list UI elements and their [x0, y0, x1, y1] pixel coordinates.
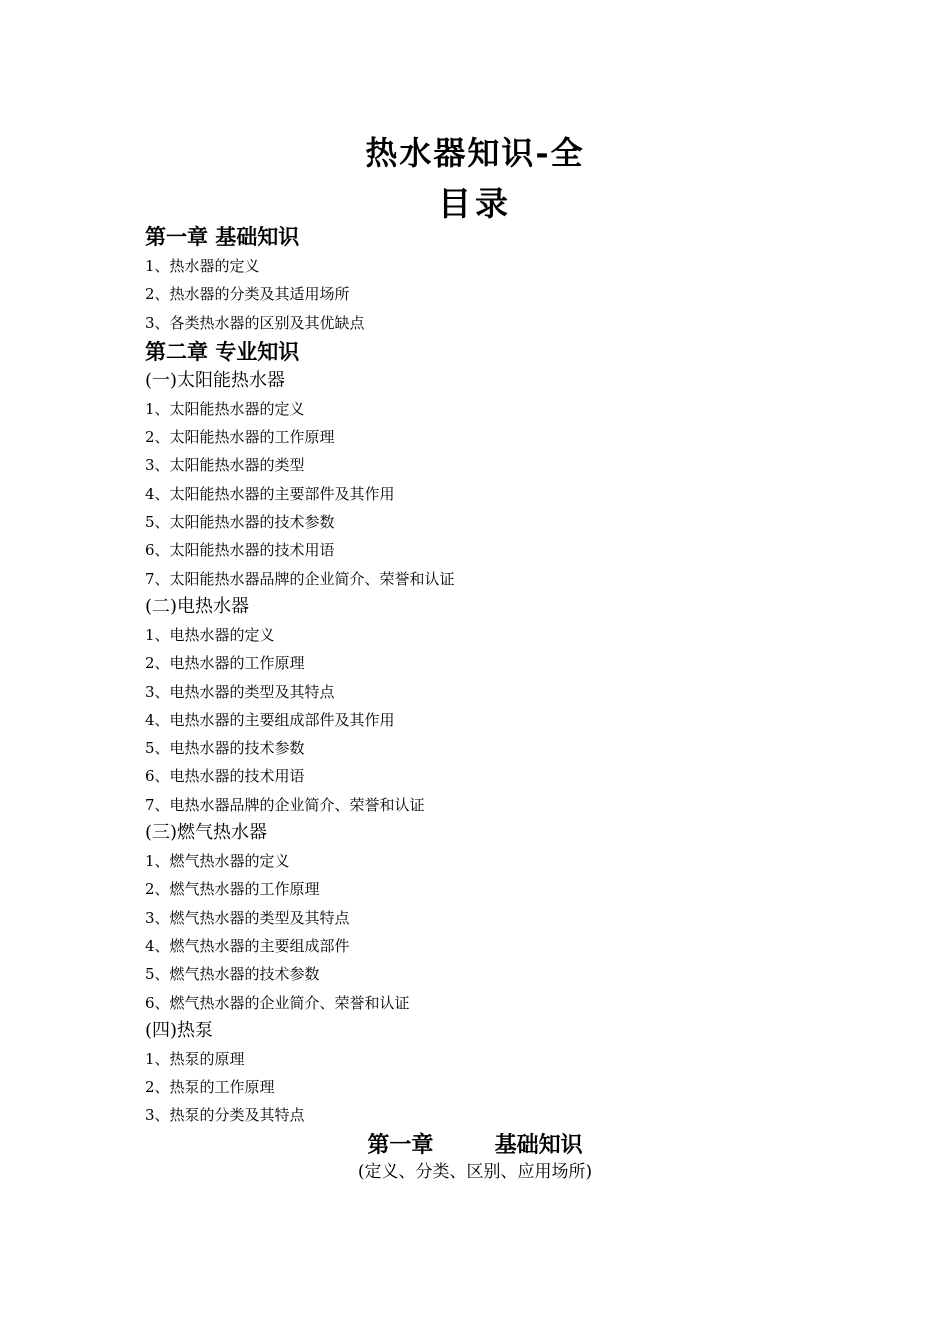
toc-title: 目录 — [438, 184, 512, 223]
toc-chapter1-heading: 第一章 基础知识 — [145, 224, 300, 249]
toc-item: 5、电热水器的技术参数 — [145, 739, 305, 758]
toc-item: 3、电热水器的类型及其特点 — [145, 682, 335, 701]
table-of-contents — [145, 222, 845, 1130]
toc-item: 5、太阳能热水器的技术参数 — [145, 513, 335, 532]
toc-item: 1、电热水器的定义 — [145, 625, 275, 644]
toc-chapter2-heading: 第二章 专业知识 — [145, 338, 300, 364]
toc-section-heat-pump: (四)热泵 — [145, 1019, 214, 1041]
document-title: 热水器知识-全 — [365, 134, 585, 172]
toc-item: 2、热泵的工作原理 — [145, 1078, 275, 1097]
toc-section-solar: (一)太阳能热水器 — [145, 369, 286, 391]
toc-item: 2、太阳能热水器的工作原理 — [145, 428, 335, 447]
toc-item: 6、电热水器的技术用语 — [145, 767, 305, 786]
chapter1-subtitle: (定义、分类、区别、应用场所) — [357, 1162, 593, 1182]
toc-item: 2、电热水器的工作原理 — [145, 654, 305, 673]
toc-item: 4、燃气热水器的主要组成部件 — [145, 936, 350, 955]
toc-item: 6、太阳能热水器的技术用语 — [145, 541, 335, 560]
toc-item: 2、热水器的分类及其适用场所 — [145, 285, 350, 304]
toc-item: 4、电热水器的主要组成部件及其作用 — [145, 710, 395, 729]
toc-item: 3、热泵的分类及其特点 — [145, 1106, 305, 1125]
toc-item: 3、各类热水器的区别及其优缺点 — [145, 313, 365, 332]
toc-item: 4、太阳能热水器的主要部件及其作用 — [145, 484, 395, 503]
toc-item: 3、太阳能热水器的类型 — [145, 456, 305, 475]
chapter1-heading: 第一章 基础知识 — [367, 1132, 583, 1158]
toc-item: 1、热泵的原理 — [145, 1049, 245, 1068]
toc-item: 1、燃气热水器的定义 — [145, 852, 290, 871]
toc-item: 6、燃气热水器的企业简介、荣誉和认证 — [145, 993, 410, 1012]
toc-item: 7、太阳能热水器品牌的企业简介、荣誉和认证 — [145, 569, 455, 588]
toc-item: 3、燃气热水器的类型及其特点 — [145, 908, 350, 927]
toc-section-electric: (二)电热水器 — [145, 595, 250, 617]
toc-item: 7、电热水器品牌的企业简介、荣誉和认证 — [145, 795, 425, 814]
toc-section-gas: (三)燃气热水器 — [145, 822, 268, 844]
toc-item: 5、燃气热水器的技术参数 — [145, 965, 320, 984]
toc-item: 1、热水器的定义 — [145, 257, 260, 275]
toc-item: 2、燃气热水器的工作原理 — [145, 880, 320, 899]
toc-item: 1、太阳能热水器的定义 — [145, 399, 305, 418]
